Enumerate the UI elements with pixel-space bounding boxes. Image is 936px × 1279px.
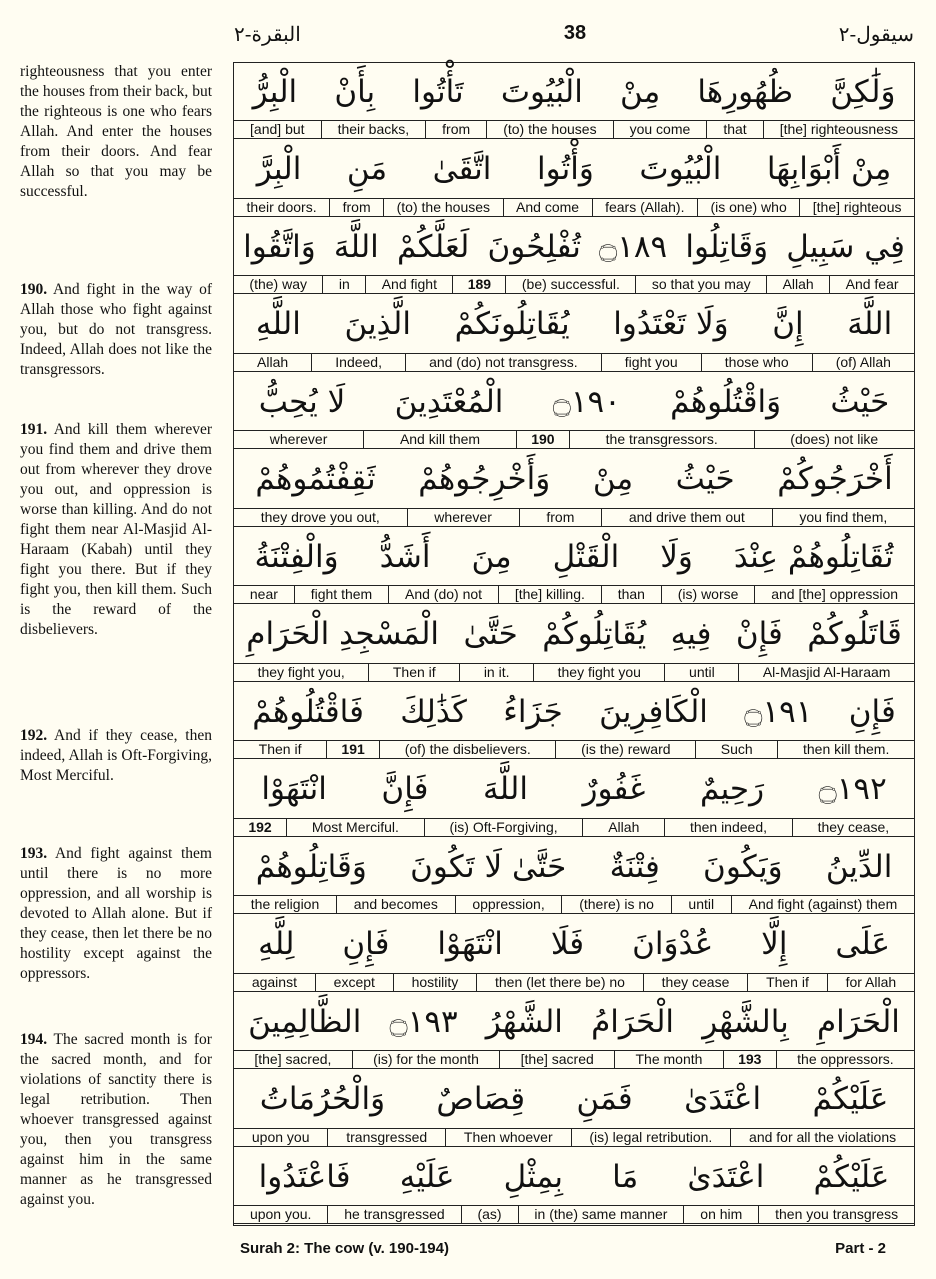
arabic-word: وَأَخْرِجُوهُمْ (418, 461, 551, 497)
arabic-word: فِتْنَةٌ (609, 848, 660, 885)
english-gloss: then you transgress (758, 1206, 914, 1223)
english-gloss: 190 (516, 431, 569, 448)
english-gloss: 193 (723, 1051, 776, 1068)
arabic-word: وَقَاتِلُوا (685, 228, 769, 265)
english-gloss: except (315, 974, 393, 991)
translation-text: And kill them wherever you find them and drive them out from wherever they drove you out, and oppression is worse than killing. And do not fight them near Al-Masjid Al-Haraam (Kabah) until they fight you there. But if they fight you, then kill them. Such is the reward of the disbelievers. (20, 421, 212, 638)
arabic-words (234, 528, 914, 585)
arabic-words (234, 63, 914, 120)
english-gloss: and for all the violations (730, 1129, 914, 1146)
arabic-word: وَاقْتُلُوهُمْ (670, 383, 782, 420)
english-gloss: And come (503, 199, 592, 216)
english-gloss: (is) Oft-Forgiving, (424, 819, 583, 836)
arabic-word: الشَّهْرُ (485, 1003, 563, 1040)
translation-text: The sacred month is for the sacred month, and for violations of sanctity there is legal retribution. Then whoever transgressed against you, then you transgress against him in the same manner as he transgressed against you. (20, 1031, 212, 1208)
english-gloss: in it. (459, 664, 533, 681)
english-gloss: you come (613, 121, 707, 138)
arabic-word: الْكَافِرِينَ (599, 693, 708, 730)
translation-paragraph (20, 844, 212, 984)
english-gloss: wherever (269, 431, 328, 447)
english-gloss: their doors. (246, 198, 317, 215)
english-gloss: so that you may (635, 276, 766, 293)
english-gloss: Al-Masjid Al-Haraam (738, 664, 914, 681)
arabic-word: ظُهُورِهَا (697, 73, 794, 110)
verse-number: 191. (20, 421, 48, 438)
english-gloss: they cease (643, 974, 747, 991)
arabic-word: فَإِنِ (342, 926, 390, 962)
english-glosses (234, 663, 914, 682)
english-gloss: [the] killing. (498, 586, 601, 603)
arabic-word: بِالشَّهْرِ (702, 1003, 789, 1040)
english-gloss: (is) legal retribution. (571, 1129, 731, 1146)
english-gloss: Allah (257, 353, 289, 370)
english-glosses (234, 1050, 914, 1069)
arabic-word: الْحَرَامِ (816, 1003, 900, 1040)
arabic-words (234, 373, 914, 430)
arabic-word: فِي سَبِيلِ (786, 228, 905, 265)
english-gloss: [the] sacred, (254, 1051, 332, 1067)
arabic-word: وَالْفِتْنَةُ (254, 538, 339, 575)
english-gloss: (does) not like (754, 431, 915, 448)
arabic-word: مِنْ (619, 73, 661, 110)
word-by-word-grid (233, 62, 915, 1226)
arabic-word: فَاعْتَدُوا (258, 1158, 351, 1195)
arabic-word: انْتَهَوْا (261, 771, 327, 807)
page-number: 38 (563, 22, 587, 44)
english-gloss: And fight (against) them (731, 896, 914, 913)
english-gloss: until (664, 664, 738, 681)
english-gloss: (is the) reward (555, 741, 695, 758)
arabic-words (234, 451, 914, 508)
arabic-word: مَا (612, 1158, 639, 1195)
english-gloss: then indeed, (664, 819, 792, 836)
english-gloss: (is one) who (697, 199, 799, 216)
english-gloss: fears (Allah). (592, 199, 697, 216)
english-gloss: Allah (582, 819, 664, 836)
arabic-word: الدِّينُ (825, 848, 893, 885)
arabic-word: يُقَاتِلُوكُمْ (542, 616, 647, 652)
arabic-word: رَحِيمٌ (699, 771, 765, 807)
arabic-word: مِنْ (592, 461, 634, 497)
arabic-word: عَلَيْكُمْ (813, 1158, 890, 1195)
arabic-word: مَنِ (346, 151, 388, 187)
english-gloss: 191 (326, 741, 379, 758)
english-gloss: Then if (368, 664, 459, 681)
arabic-word: ۝١٩٠ (552, 383, 621, 420)
translation-paragraph (20, 280, 212, 380)
english-gloss: and (do) not transgress. (405, 354, 601, 371)
english-gloss: in (the) same manner (518, 1206, 684, 1223)
surah-header-left: البقرة-٢ (234, 22, 301, 46)
english-glosses (234, 585, 914, 604)
arabic-word: جَزَاءُ (503, 693, 563, 730)
english-gloss: (is) for the month (352, 1051, 500, 1068)
english-glosses (234, 275, 914, 294)
arabic-word: فَإِنْ (735, 616, 783, 652)
english-gloss: The month (614, 1051, 723, 1068)
arabic-word: الْبُيُوتَ (500, 73, 583, 110)
english-gloss: Indeed, (311, 354, 405, 371)
arabic-word: ۝١٨٩ (599, 228, 668, 265)
arabic-word: مِنَ (471, 538, 512, 575)
verse-number: 190. (20, 281, 48, 298)
english-gloss: their backs, (321, 121, 426, 138)
english-gloss: (to) the houses (486, 121, 612, 138)
english-gloss: Allah (766, 276, 829, 293)
arabic-word: الَّذِينَ (344, 306, 411, 342)
english-gloss: and [the] oppression (754, 586, 914, 603)
arabic-word: فِيهِ (670, 616, 712, 652)
arabic-word: الْقَتْلِ (552, 538, 620, 575)
english-gloss: then kill them. (777, 741, 914, 758)
arabic-word: الظَّالِمِينَ (248, 1003, 362, 1040)
english-gloss: upon you (251, 1128, 310, 1145)
english-gloss: they fight you, (257, 663, 345, 680)
arabic-word: قَاتَلُوكُمْ (807, 616, 902, 652)
arabic-word: لَعَلَّكُمْ (396, 228, 470, 265)
english-gloss: against (251, 973, 297, 990)
arabic-word: وَلَا تَعْتَدُوا (613, 306, 729, 342)
arabic-word: بِأَنْ (334, 73, 376, 110)
arabic-word: مِنْ أَبْوَابِهَا (766, 151, 892, 187)
english-glosses (234, 1205, 914, 1224)
arabic-word: إِلَّا (761, 926, 788, 962)
arabic-word: عَلَى (835, 926, 891, 962)
arabic-word: اعْتَدَىٰ (687, 1158, 765, 1195)
english-glosses (234, 120, 914, 139)
arabic-word: غَفُورٌ (582, 771, 646, 807)
english-gloss: (of) Allah (812, 354, 914, 371)
english-gloss: transgressed (327, 1129, 445, 1146)
english-gloss: from (519, 509, 601, 526)
english-gloss: (of) the disbelievers. (379, 741, 555, 758)
translation-column (20, 62, 212, 1242)
english-gloss: in (322, 276, 365, 293)
english-gloss: Then if (747, 974, 827, 991)
arabic-words (234, 993, 914, 1050)
english-gloss: fight them (294, 586, 388, 603)
arabic-word: بِمِثْلِ (503, 1158, 563, 1195)
english-gloss: the oppressors. (776, 1051, 914, 1068)
english-gloss: you find them, (772, 509, 914, 526)
arabic-word: وَيَكُونَ (703, 848, 783, 885)
english-gloss: he transgressed (327, 1206, 460, 1223)
english-gloss: And kill them (363, 431, 516, 448)
english-gloss: Then whoever (445, 1129, 570, 1146)
arabic-words (234, 761, 914, 818)
arabic-word: أَشَدُّ (379, 538, 431, 575)
english-glosses (234, 198, 914, 217)
translation-text: And fight in the way of Allah those who fight against you, but do not transgress. Indeed, Allah does not like the transgressors. (20, 281, 212, 378)
english-gloss: [the] sacred (499, 1051, 614, 1068)
english-gloss: those who (701, 354, 812, 371)
arabic-word: وَأْتُوا (536, 151, 594, 187)
translation-text: righteousness that you enter the houses from their back, but the righteous is one who fears Allah. And enter the houses from their doors. And fear Allah so that you may be successful. (20, 63, 212, 200)
english-gloss: the religion (250, 896, 320, 912)
arabic-word: وَاتَّقُوا (243, 228, 316, 265)
arabic-word: لِلَّهِ (258, 926, 295, 962)
verse-number: 194. (20, 1031, 48, 1048)
arabic-words (234, 916, 914, 973)
english-gloss: they fight you (533, 664, 664, 681)
english-gloss: (is) worse (661, 586, 754, 603)
arabic-word: حَيْثُ (675, 461, 735, 497)
english-glosses (234, 353, 914, 372)
arabic-word: وَالْحُرُمَاتُ (259, 1081, 386, 1117)
english-gloss: Then if (258, 741, 302, 757)
arabic-word: الْبِرُّ (252, 73, 298, 110)
english-glosses (234, 430, 914, 449)
english-gloss: And (do) not (388, 586, 498, 603)
arabic-word: عُدْوَانَ (632, 926, 714, 962)
english-gloss: hostility (393, 974, 476, 991)
english-gloss: that (706, 121, 762, 138)
english-gloss: [the] righteous (799, 199, 914, 216)
arabic-word: الْبِرَّ (256, 151, 302, 187)
verse-number: 193. (20, 845, 48, 862)
translation-paragraph (20, 62, 212, 202)
english-gloss: 189 (452, 276, 505, 293)
arabic-word: الْمَسْجِدِ الْحَرَامِ (246, 616, 440, 652)
english-gloss: they drove you out, (260, 508, 380, 525)
arabic-word: عَلَيْهِ (399, 1158, 455, 1195)
english-gloss: from (425, 121, 486, 138)
verse-number: 192. (20, 727, 48, 744)
english-gloss: And fight (365, 276, 452, 293)
arabic-word: فَإِنِ (848, 693, 896, 730)
arabic-words (234, 838, 914, 895)
english-gloss: 192 (248, 818, 272, 835)
part-footer: Part - 2 (835, 1240, 886, 1257)
arabic-word: الْمُعْتَدِينَ (394, 383, 504, 420)
arabic-word: تُفْلِحُونَ (487, 228, 581, 265)
english-gloss: (there) is no (561, 896, 670, 913)
english-gloss: wherever (407, 509, 519, 526)
arabic-word: تُقَاتِلُوهُمْ عِنْدَ (733, 538, 894, 575)
translation-text: And fight against them until there is no more oppression, and all worship is devoted to Allah alone. But if they cease, then let there be no hostility except against the oppressors. (20, 845, 212, 982)
arabic-word: اللَّهَ (847, 306, 893, 342)
english-glosses (234, 740, 914, 759)
arabic-word: اعْتَدَىٰ (684, 1081, 762, 1117)
arabic-words (234, 141, 914, 198)
arabic-word: فَاقْتُلُوهُمْ (252, 693, 364, 730)
english-gloss: near (249, 586, 278, 602)
translation-text: And if they cease, then indeed, Allah is Oft-Forgiving, Most Merciful. (20, 727, 212, 784)
arabic-word: إِنَّ (772, 306, 804, 342)
arabic-words (234, 606, 914, 663)
english-glosses (234, 818, 914, 837)
arabic-word: وَقَاتِلُوهُمْ (255, 848, 367, 885)
english-gloss: [and] but (250, 121, 305, 137)
arabic-word: الْبُيُوتَ (639, 151, 722, 187)
arabic-word: فَمَنِ (576, 1081, 633, 1117)
surah-footer: Surah 2: The cow (v. 190-194) (240, 1240, 449, 1257)
english-gloss: than (601, 586, 661, 603)
arabic-word: تَأْتُوا (412, 73, 464, 110)
arabic-word: اللَّهِ (255, 306, 301, 342)
arabic-word: يُقَاتِلُونَكُمْ (454, 306, 570, 342)
english-gloss: fight you (601, 354, 701, 371)
arabic-word: ۝١٩١ (744, 693, 813, 730)
english-gloss: until (671, 896, 731, 913)
translation-paragraph (20, 1030, 212, 1210)
english-gloss: (to) the houses (383, 199, 502, 216)
arabic-word: كَذَٰلِكَ (400, 693, 467, 730)
arabic-word: ثَقِفْتُمُوهُمْ (255, 461, 376, 497)
english-gloss: and drive them out (601, 509, 771, 526)
arabic-words (234, 1071, 914, 1128)
arabic-words (234, 1148, 914, 1205)
english-gloss: (the) way (249, 276, 307, 292)
arabic-words (234, 296, 914, 353)
english-glosses (234, 973, 914, 992)
english-gloss: Such (695, 741, 777, 758)
arabic-words (234, 218, 914, 275)
arabic-word: ۝١٩٣ (389, 1003, 458, 1040)
arabic-words (234, 683, 914, 740)
arabic-word: قِصَاصٌ (436, 1081, 526, 1117)
english-gloss: and becomes (336, 896, 455, 913)
english-gloss: on him (683, 1206, 758, 1223)
english-glosses (234, 508, 914, 527)
english-gloss: (as) (461, 1206, 518, 1223)
juz-header-right: سيقول-٢ (838, 22, 914, 46)
translation-paragraph (20, 420, 212, 640)
english-gloss: then (let there be) no (476, 974, 643, 991)
arabic-word: لَا يُحِبُّ (258, 383, 346, 420)
arabic-word: وَلَا (660, 538, 693, 575)
arabic-word: الْحَرَامُ (591, 1003, 675, 1040)
english-gloss: [the] righteousness (763, 121, 914, 138)
arabic-word: وَلَٰكِنَّ (830, 73, 896, 110)
english-gloss: Most Merciful. (286, 819, 424, 836)
arabic-word: فَإِنَّ (381, 771, 429, 807)
english-glosses (234, 895, 914, 914)
english-gloss: the transgressors. (569, 431, 754, 448)
english-gloss: And fear (829, 276, 914, 293)
english-gloss: upon you. (249, 1206, 312, 1222)
translation-paragraph (20, 726, 212, 786)
arabic-word: عَلَيْكُمْ (812, 1081, 889, 1117)
arabic-word: ۝١٩٢ (818, 771, 887, 807)
arabic-word: حَيْثُ (830, 383, 890, 420)
arabic-word: حَتَّىٰ (463, 616, 518, 652)
english-gloss: (be) successful. (505, 276, 635, 293)
english-gloss: from (329, 199, 383, 216)
arabic-word: انْتَهَوْا (437, 926, 503, 962)
arabic-word: اتَّقَىٰ (432, 151, 492, 187)
english-glosses (234, 1128, 914, 1147)
arabic-word: حَتَّىٰ لَا تَكُونَ (410, 848, 567, 885)
arabic-word: أَخْرَجُوكُمْ (777, 461, 893, 497)
english-gloss: for Allah (827, 974, 914, 991)
arabic-word: اللَّهَ (333, 228, 379, 265)
english-gloss: they cease, (792, 819, 914, 836)
arabic-word: اللَّهَ (483, 771, 528, 807)
english-gloss: oppression, (455, 896, 562, 913)
arabic-word: فَلَا (550, 926, 585, 962)
